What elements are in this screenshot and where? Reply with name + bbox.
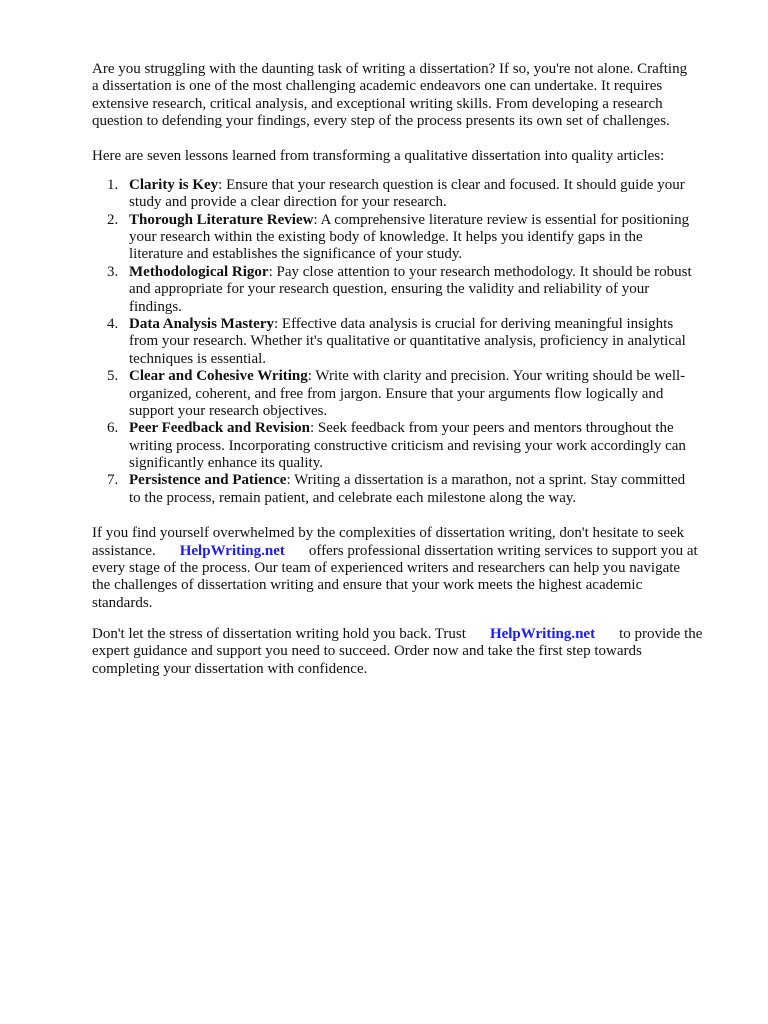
text-span: your research within the existing body of knowledge. It helps you identify gaps in the — [129, 229, 643, 246]
text-span: organized, coherent, and free from jargon. Ensure that your arguments flow logically and — [129, 385, 664, 402]
lesson-item — [92, 472, 732, 507]
text-line — [129, 403, 732, 420]
lesson-item — [92, 264, 732, 316]
text-line — [129, 246, 732, 263]
helpwriting-link[interactable]: HelpWriting.net — [489, 625, 596, 642]
text-span: support your research objectives. — [129, 402, 328, 419]
text-span: to provide the — [619, 625, 703, 642]
text-line — [129, 212, 732, 229]
text-line — [129, 420, 732, 437]
text-line: Are you struggling with the daunting task of writing a dissertation? If so, you're not alone. Crafting — [92, 61, 688, 77]
text-line — [129, 194, 732, 211]
text-span: : Pay close attention to your research methodology. It should be robust — [268, 263, 692, 280]
helpwriting-link[interactable]: HelpWriting.net — [179, 542, 285, 559]
lesson-title: Methodological Rigor — [129, 263, 269, 280]
lesson-title: Data Analysis Mastery — [129, 315, 274, 332]
list-number: 3. — [107, 263, 119, 280]
text-span: : A comprehensive literature review is essential for positioning — [313, 211, 690, 228]
text-line — [129, 177, 732, 194]
text-span: : Ensure that your research question is clear and focused. It should guide your — [218, 176, 685, 193]
lesson-title: Clarity is Key — [129, 176, 219, 193]
list-number: 7. — [107, 472, 119, 489]
list-number: 6. — [107, 420, 119, 437]
text-line — [129, 281, 732, 298]
text-span: : Writing a dissertation is a marathon, not a sprint. Stay committed — [286, 472, 686, 489]
text-line — [129, 386, 732, 403]
text-line — [129, 368, 732, 385]
lesson-item — [92, 316, 732, 368]
text-line — [129, 333, 732, 350]
text-line: a dissertation is one of the most challenging academic endeavors one can undertake. It requires — [92, 78, 663, 95]
text-line: standards. — [92, 594, 153, 611]
text-span: from your research. Whether it's qualitative or quantitative analysis, proficiency in analytical — [129, 333, 686, 350]
lessons-list — [92, 177, 732, 507]
lead-paragraph: Here are seven lessons learned from transforming a qualitative dissertation into quality articles: — [92, 147, 665, 164]
document — [92, 61, 732, 678]
lesson-item — [92, 368, 732, 420]
text-span: offers professional dissertation writing services to support you at — [308, 542, 698, 559]
lesson-item — [92, 420, 732, 472]
text-span: : Effective data analysis is crucial for deriving meaningful insights — [274, 315, 674, 332]
lesson-title: Thorough Literature Review — [129, 211, 314, 228]
text-line — [129, 455, 732, 472]
text-span: and appropriate for your research question, ensuring the validity and reliability of your — [129, 281, 650, 298]
text-line: the challenges of dissertation writing and ensure that your work meets the highest academic — [92, 577, 643, 594]
lesson-title: Persistence and Patience — [129, 472, 287, 489]
text-line — [92, 626, 732, 643]
intro-paragraph — [92, 61, 732, 131]
text-span: literature and establishes the significance of your study. — [129, 246, 463, 263]
text-span: : Seek feedback from your peers and mentors throughout the — [309, 420, 674, 437]
assist-paragraph — [92, 525, 732, 612]
text-line — [129, 316, 732, 333]
text-line: every stage of the process. Our team of experienced writers and researchers can help you navigate — [92, 560, 681, 577]
text-span: findings. — [129, 298, 182, 315]
text-line — [129, 438, 732, 455]
text-span: assistance. — [92, 542, 156, 559]
lesson-item — [92, 177, 732, 212]
list-number: 5. — [107, 368, 119, 385]
text-line — [129, 229, 732, 246]
text-span: Don't let the stress of dissertation writing hold you back. Trust — [92, 625, 466, 642]
text-line — [129, 351, 732, 368]
text-span: : Write with clarity and precision. Your writing should be well- — [307, 368, 686, 385]
text-span: techniques is essential. — [129, 350, 267, 367]
lesson-title: Peer Feedback and Revision — [129, 420, 310, 437]
text-line: completing your dissertation with confidence. — [92, 660, 368, 677]
text-line: extensive research, critical analysis, and exceptional writing skills. From developing a research — [92, 95, 663, 112]
text-line — [92, 543, 732, 560]
text-line: question to defending your findings, every step of the process presents its own set of challenges. — [92, 113, 670, 130]
list-number: 1. — [107, 176, 119, 193]
lesson-title: Clear and Cohesive Writing — [129, 368, 308, 385]
text-span: to the process, remain patient, and celebrate each milestone along the way. — [129, 489, 577, 506]
text-line: expert guidance and support you need to succeed. Order now and take the first step towards — [92, 643, 642, 660]
list-number: 4. — [107, 315, 119, 332]
text-line — [129, 490, 732, 507]
text-span: writing process. Incorporating constructive criticism and revising your work accordingly can — [129, 437, 686, 454]
text-span: significantly enhance its quality. — [129, 455, 323, 472]
text-line — [129, 472, 732, 489]
closing-paragraph — [92, 626, 732, 678]
lesson-item — [92, 212, 732, 264]
list-number: 2. — [107, 211, 119, 228]
text-span: study and provide a clear direction for your research. — [129, 194, 447, 211]
text-line: If you find yourself overwhelmed by the complexities of dissertation writing, don't hesitate to seek — [92, 525, 685, 542]
text-line — [129, 299, 732, 316]
text-line — [129, 264, 732, 281]
